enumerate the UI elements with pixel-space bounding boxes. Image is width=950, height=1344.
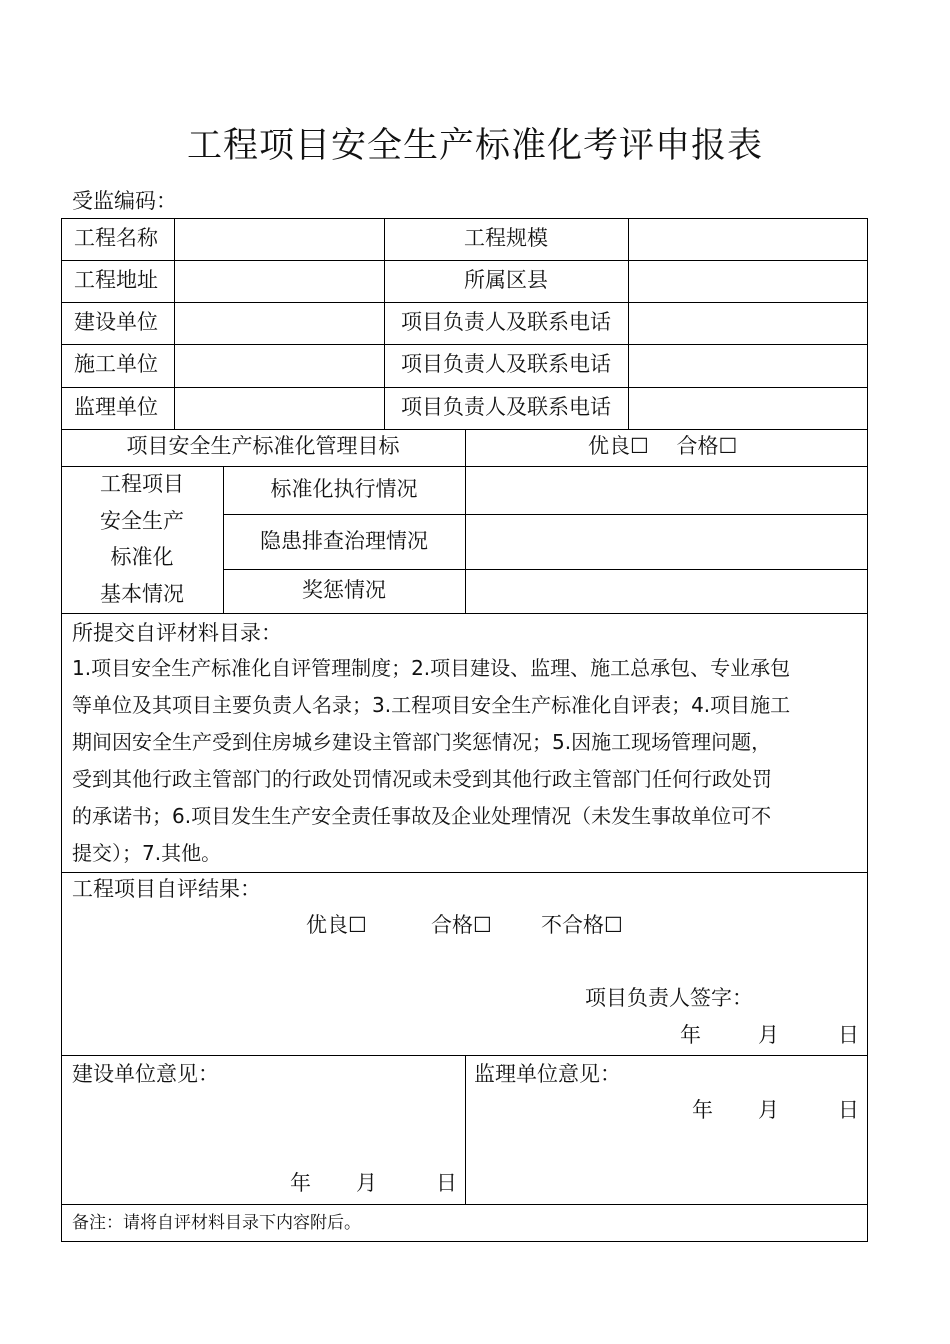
construction-unit-field[interactable]	[176, 346, 382, 385]
construction-contact-label: 项目负责人及联系电话	[401, 352, 611, 376]
basic-group-line-4: 基本情况	[100, 582, 184, 606]
builder-opinion-year: 年	[290, 1171, 311, 1195]
project-name-field[interactable]	[176, 220, 382, 258]
self-eval-excellent-option[interactable]: 优良☐	[306, 913, 367, 937]
self-eval-day: 日	[838, 1023, 859, 1047]
reward-punishment-field[interactable]	[467, 571, 866, 611]
project-address-field[interactable]	[176, 262, 382, 300]
supervision-unit-field[interactable]	[176, 389, 382, 427]
supervisor-opinion-field[interactable]	[467, 1130, 866, 1202]
builder-opinion-field[interactable]	[63, 1090, 463, 1170]
builder-unit-field[interactable]	[176, 304, 382, 342]
project-address-label: 工程地址	[74, 268, 158, 292]
builder-unit-label: 建设单位	[74, 310, 158, 334]
project-scale-field[interactable]	[630, 220, 866, 258]
materials-line-4: 受到其他行政主管部门的行政处罚情况或未受到其他行政主管部门任何行政处罚	[72, 767, 772, 791]
construction-unit-label: 施工单位	[74, 352, 158, 376]
materials-line-3: 期间因安全生产受到住房城乡建设主管部门奖惩情况；5.因施工现场管理问题，	[72, 730, 772, 754]
materials-line-1: 1.项目安全生产标准化自评管理制度；2.项目建设、监理、施工总承包、专业承包	[72, 656, 791, 680]
supervision-contact-label: 项目负责人及联系电话	[401, 395, 611, 419]
self-eval-month: 月	[758, 1023, 779, 1047]
self-eval-fail-option[interactable]: 不合格☐	[541, 913, 623, 937]
builder-opinion-heading: 建设单位意见：	[72, 1062, 219, 1086]
supervisor-opinion-day: 日	[838, 1098, 859, 1122]
materials-line-5: 的承诺书；6.项目发生生产安全责任事故及企业处理情况（未发生事故单位可不	[72, 804, 772, 828]
self-eval-pass-option[interactable]: 合格☐	[431, 913, 492, 937]
builder-contact-field[interactable]	[630, 304, 866, 342]
hazard-investigation-label: 隐患排查治理情况	[260, 529, 428, 553]
materials-line-2: 等单位及其项目主要负责人名录；3.工程项目安全生产标准化自评表；4.项目施工	[72, 693, 791, 717]
materials-list	[72, 650, 860, 872]
materials-line-6: 提交）；7.其他。	[72, 841, 222, 865]
materials-heading: 所提交自评材料目录：	[72, 621, 282, 645]
project-name-label: 工程名称	[74, 226, 158, 250]
standardization-execution-label: 标准化执行情况	[270, 477, 418, 501]
supervision-unit-label: 监理单位	[74, 395, 158, 419]
basic-group-line-3: 标准化	[110, 545, 174, 569]
management-target-options[interactable]: 优良☐ 合格☐	[588, 434, 738, 458]
reward-punishment-label: 奖惩情况	[302, 578, 386, 602]
management-target-label: 项目安全生产标准化管理目标	[126, 434, 400, 458]
remark-note: 备注：请将自评材料目录下内容附后。	[72, 1213, 361, 1233]
builder-opinion-day: 日	[436, 1171, 457, 1195]
hazard-investigation-field[interactable]	[467, 516, 866, 567]
builder-contact-label: 项目负责人及联系电话	[401, 310, 611, 334]
builder-opinion-month: 月	[356, 1171, 377, 1195]
project-leader-signature-label: 项目负责人签字：	[585, 986, 753, 1010]
basic-group-line-1: 工程项目	[100, 472, 184, 496]
supervisor-opinion-year: 年	[692, 1098, 713, 1122]
basic-group-line-2: 安全生产	[100, 509, 184, 533]
supervision-contact-field[interactable]	[630, 389, 866, 427]
construction-contact-field[interactable]	[630, 346, 866, 385]
self-eval-heading: 工程项目自评结果：	[72, 877, 261, 901]
page-title: 工程项目安全生产标准化考评申报表	[186, 126, 763, 166]
project-scale-label: 工程规模	[464, 226, 548, 250]
district-label: 所属区县	[464, 268, 548, 292]
standardization-execution-field[interactable]	[467, 468, 866, 512]
district-field[interactable]	[630, 262, 866, 300]
supervisor-opinion-month: 月	[758, 1098, 779, 1122]
self-eval-year: 年	[680, 1023, 701, 1047]
supervisor-opinion-heading: 监理单位意见：	[474, 1062, 621, 1086]
supervision-code-label: 受监编码：	[72, 189, 177, 213]
